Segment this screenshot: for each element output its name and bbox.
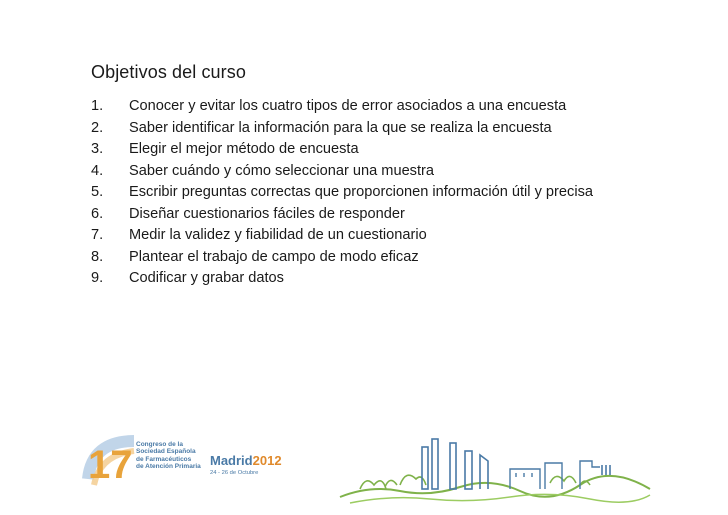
item-number: 8.	[91, 248, 104, 265]
item-text: Escribir preguntas correctas que proporcionen información útil y precisa	[129, 184, 593, 200]
list-item	[91, 268, 631, 290]
logo-text: Congreso de la Sociedad Española de Farmacéuticos de Atención Primaria	[136, 441, 201, 471]
item-text: Elegir el mejor método de encuesta	[129, 141, 359, 157]
objectives-list	[91, 96, 631, 290]
slide-title: Objetivos del curso	[91, 62, 246, 82]
item-text: Diseñar cuestionarios fáciles de responder	[129, 205, 405, 222]
item-number: 5.	[91, 184, 104, 200]
congress-logo	[88, 435, 348, 495]
item-text: Codificar y grabar datos	[129, 270, 284, 286]
item-text: Plantear el trabajo de campo de modo eficaz	[129, 248, 419, 265]
list-item	[91, 139, 631, 161]
item-text: Saber identificar la información para la que se realiza la encuesta	[129, 119, 552, 136]
logo-number: 17	[88, 443, 133, 487]
item-number: 7.	[91, 227, 104, 243]
item-text: Saber cuándo y cómo seleccionar una muestra	[129, 162, 435, 179]
list-item	[91, 182, 631, 204]
list-item	[91, 118, 631, 140]
list-item	[91, 161, 631, 183]
logo-city: Madrid2012	[210, 453, 282, 468]
list-item	[91, 96, 631, 118]
item-number: 9.	[91, 270, 104, 286]
item-number: 3.	[91, 141, 104, 157]
footer	[0, 425, 728, 515]
item-number: 4.	[91, 162, 104, 179]
item-number: 1.	[91, 98, 104, 114]
logo-dates: 24 - 26 de Octubre	[210, 470, 259, 476]
item-number: 6.	[91, 205, 104, 222]
list-item	[91, 225, 631, 247]
item-text: Medir la validez y fiabilidad de un cuestionario	[129, 227, 427, 243]
madrid-skyline-icon	[330, 425, 660, 515]
item-number: 2.	[91, 119, 104, 136]
item-text: Conocer y evitar los cuatro tipos de error asociados a una encuesta	[129, 98, 567, 114]
list-item	[91, 247, 631, 269]
list-item	[91, 204, 631, 226]
